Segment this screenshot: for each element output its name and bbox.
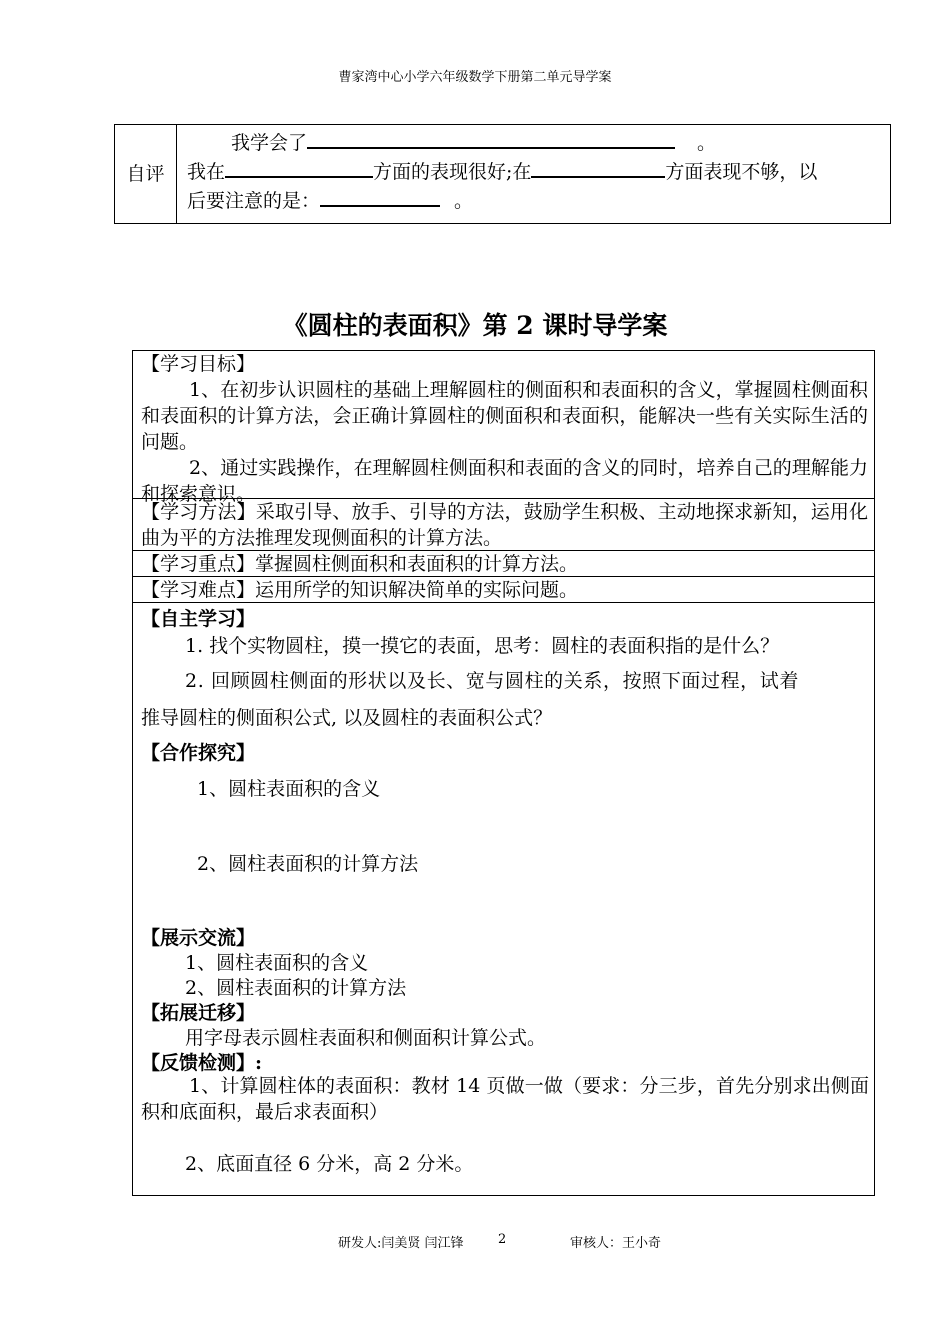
- objectives-section: [133, 351, 874, 505]
- methods-text: 采取引导、放手、引导的方法，鼓励学生积极、主动地探求新知，运用化曲为平的方法推理发现侧面积的计算方法。: [141, 501, 868, 549]
- self-study-question-1: 1. 找个实物圆柱，摸一摸它的表面，思考：圆柱的表面积指的是什么？: [185, 635, 780, 657]
- difficulties-heading: 【学习难点】: [141, 579, 256, 601]
- cooperate-item-2: 2、圆柱表面积的计算方法: [197, 853, 419, 875]
- self-study-heading: 【自主学习】: [141, 608, 256, 630]
- extend-heading: 【拓展迁移】: [141, 1002, 256, 1024]
- attention-blank[interactable]: [320, 185, 440, 207]
- display-heading: 【展示交流】: [141, 927, 256, 949]
- difficulties-section: [133, 577, 874, 603]
- methods-heading: 【学习方法】: [141, 501, 256, 523]
- self-eval-line-2: 我在 方面的表现很好;在 方面表现不够，以: [187, 156, 887, 185]
- good-at-blank[interactable]: [225, 156, 373, 178]
- feedback-heading: 【反馈检测】:: [141, 1052, 263, 1074]
- key-points-text: 掌握圆柱侧面积和表面积的计算方法。: [255, 553, 579, 575]
- self-study-question-2-line-1: 2. 回顾圆柱侧面的形状以及长、宽与圆柱的关系，按照下面过程，试着: [185, 670, 799, 692]
- self-eval-line-3: 后要注意的是： 。: [187, 185, 887, 214]
- key-points-heading: 【学习重点】: [141, 553, 256, 575]
- key-points-section: [133, 551, 874, 577]
- lesson-plan-box: [132, 350, 875, 1196]
- lacking-blank[interactable]: [531, 156, 665, 178]
- footer-developers: 研发人:闫美贤 闫江锋: [338, 1236, 464, 1251]
- display-item-2: 2、圆柱表面积的计算方法: [185, 977, 407, 999]
- self-eval-line-1: 我学会了 。: [187, 127, 887, 156]
- objective-item-2: 2、通过实践操作，在理解圆柱侧面积和表面的含义的同时，培养自己的理解能力和探索意识。: [141, 457, 868, 505]
- learned-blank[interactable]: [307, 127, 675, 149]
- objective-item-1: 1、在初步认识圆柱的基础上理解圆柱的侧面积和表面积的含义，掌握圆柱侧面积和表面积的计算方法，会正确计算圆柱的侧面积和表面积，能解决一些有关实际生活的问题。: [141, 379, 868, 453]
- page-header: 曹家湾中心小学六年级数学下册第二单元导学案: [338, 70, 612, 85]
- lesson-title: 《圆柱的表面积》第 2 课时导学案: [282, 311, 668, 340]
- footer-page-number: 2: [498, 1232, 507, 1247]
- extend-text: 用字母表示圆柱表面积和侧面积计算公式。: [185, 1027, 547, 1049]
- methods-section: [133, 499, 874, 551]
- feedback-item-1: 1、计算圆柱体的表面积：教材 14 页做一做（要求：分三步，首先分别求出侧面积和底面积，最后求表面积）: [141, 1075, 869, 1123]
- self-evaluation-label: 自评: [115, 125, 177, 223]
- footer-reviewer: 审核人：王小奇: [570, 1236, 662, 1251]
- feedback-item-2: 2、底面直径 6 分米，高 2 分米。: [185, 1153, 474, 1175]
- difficulties-text: 运用所学的知识解决简单的实际问题。: [255, 579, 579, 601]
- cooperate-heading: 【合作探究】: [141, 742, 256, 764]
- self-study-question-2-line-2: 推导圆柱的侧面积公式, 以及圆柱的表面积公式？: [141, 707, 553, 729]
- self-evaluation-content: [187, 127, 887, 214]
- cooperate-item-1: 1、圆柱表面积的含义: [197, 778, 381, 800]
- display-item-1: 1、圆柱表面积的含义: [185, 952, 369, 974]
- self-evaluation-box: [114, 124, 891, 224]
- objectives-heading: 【学习目标】: [141, 353, 256, 375]
